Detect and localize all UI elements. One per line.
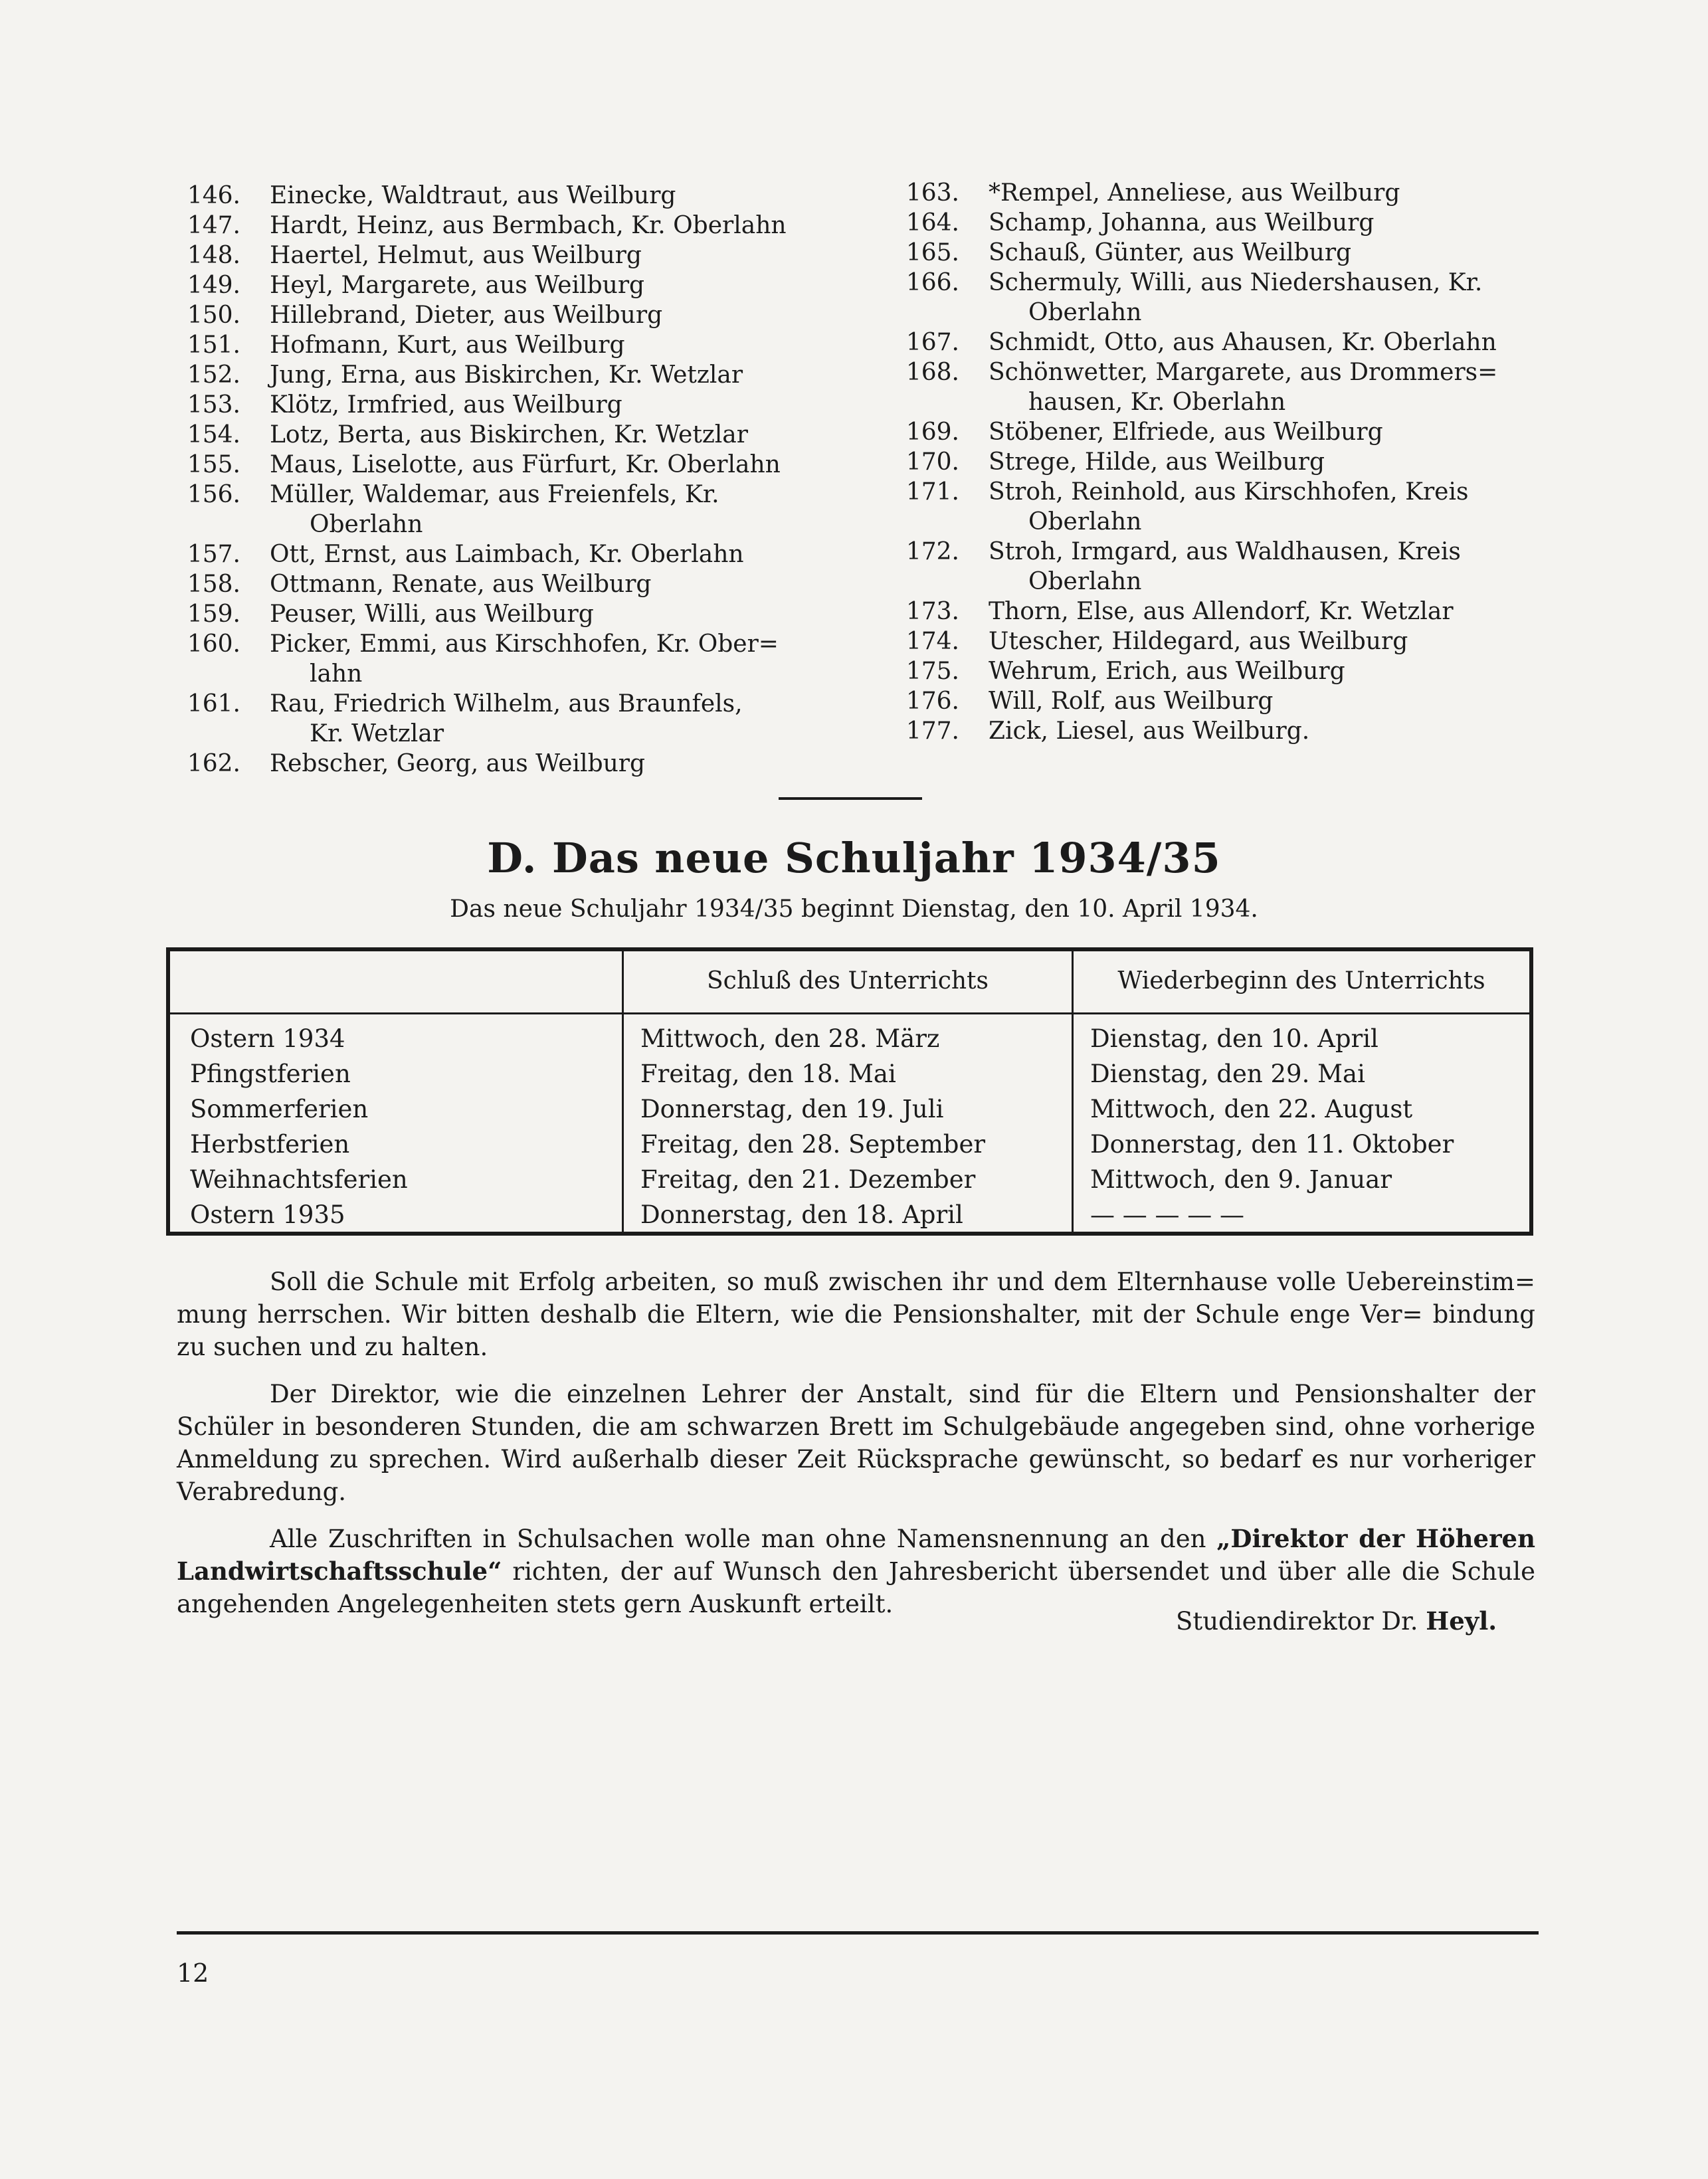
list-item-text	[270, 330, 830, 360]
list-item-text	[989, 477, 1549, 537]
list-item-number: 146.	[187, 182, 240, 209]
end-date: Freitag, den 18. Mai	[640, 1060, 896, 1088]
list-item-number: 168.	[905, 359, 959, 386]
list-item-continuation: Oberlahn	[1028, 299, 1142, 326]
list-item-number: 161.	[187, 690, 240, 717]
list-item-number: 172.	[905, 538, 959, 565]
signature-line	[1176, 1606, 1497, 1636]
list-item-number: 166.	[905, 269, 959, 296]
list-item-line: Ottmann, Renate, aus Weilburg	[270, 571, 652, 598]
list-item	[159, 480, 830, 539]
list-item-line: Haertel, Helmut, aus Weilburg	[270, 242, 642, 269]
list-item	[878, 686, 1549, 716]
list-item	[159, 629, 830, 689]
end-date: Freitag, den 28. September	[640, 1130, 986, 1159]
table-row	[170, 1095, 1529, 1130]
list-item-line: Maus, Liselotte, aus Fürfurt, Kr. Oberlahn	[270, 451, 781, 478]
list-item-number: 177.	[905, 717, 959, 745]
list-item-continuation: Oberlahn	[1028, 568, 1142, 595]
holiday-name: Weihnachtsferien	[190, 1165, 408, 1194]
header-end-of-classes: Schluß des Unterrichts	[707, 967, 989, 995]
list-item	[878, 208, 1549, 238]
list-item-text	[989, 716, 1549, 746]
list-item	[159, 599, 830, 629]
list-item-number: 155.	[187, 451, 240, 478]
list-item-number: 154.	[187, 421, 240, 448]
list-item-line: Hillebrand, Dieter, aus Weilburg	[270, 302, 663, 329]
list-item-number: 149.	[187, 272, 240, 299]
student-list-left	[159, 181, 830, 779]
resume-date: Dienstag, den 10. April	[1090, 1024, 1378, 1053]
holiday-name: Pfingstferien	[190, 1060, 351, 1088]
list-item	[159, 539, 830, 569]
table-row	[170, 1060, 1529, 1095]
table-header	[170, 951, 1529, 1014]
list-item-line: Rebscher, Georg, aus Weilburg	[270, 750, 646, 777]
signature-name: Heyl.	[1426, 1606, 1497, 1636]
header-resumption-of-classes: Wiederbeginn des Unterrichts	[1117, 967, 1485, 995]
list-item-line: Jung, Erna, aus Biskirchen, Kr. Wetzlar	[270, 361, 743, 389]
list-item-text	[270, 181, 830, 211]
list-item-continuation: hausen, Kr. Oberlahn	[1028, 389, 1286, 416]
list-item-text	[270, 569, 830, 599]
list-item-line: Schmidt, Otto, aus Ahausen, Kr. Oberlahn	[989, 329, 1497, 356]
section-divider	[779, 797, 922, 800]
list-item-continuation: Oberlahn	[310, 511, 423, 538]
resume-date: Donnerstag, den 11. Oktober	[1090, 1130, 1454, 1159]
list-item	[159, 689, 830, 749]
list-item	[878, 656, 1549, 686]
list-item-line: Thorn, Else, aus Allendorf, Kr. Wetzlar	[989, 598, 1454, 625]
list-item-number: 170.	[905, 448, 959, 476]
list-item-continuation: Kr. Wetzlar	[310, 720, 444, 747]
list-item-line: Lotz, Berta, aus Biskirchen, Kr. Wetzlar	[270, 421, 748, 448]
list-item-line: *Rempel, Anneliese, aus Weilburg	[989, 179, 1400, 207]
list-item	[159, 270, 830, 300]
list-item-number: 160.	[187, 630, 240, 658]
list-item-text	[989, 597, 1549, 626]
resume-date: Mittwoch, den 22. August	[1090, 1095, 1413, 1123]
list-item-text	[989, 537, 1549, 597]
list-item-line: Stroh, Reinhold, aus Kirschhofen, Kreis	[989, 478, 1469, 506]
list-item	[159, 749, 830, 779]
list-item-line: Picker, Emmi, aus Kirschhofen, Kr. Ober=	[270, 630, 779, 658]
paragraph-correspondence	[177, 1523, 1535, 1620]
list-item	[878, 268, 1549, 328]
resume-date: — — — — —	[1090, 1200, 1245, 1229]
list-item-text	[270, 689, 830, 749]
list-item-line: Peuser, Willi, aus Weilburg	[270, 601, 594, 628]
list-item	[159, 211, 830, 240]
list-item	[878, 626, 1549, 656]
holiday-table	[166, 947, 1533, 1236]
section-subheading: Das neue Schuljahr 1934/35 beginnt Dienstag, den 10. April 1934.	[450, 896, 1258, 923]
list-item-number: 156.	[187, 481, 240, 508]
list-item-number: 167.	[905, 329, 959, 356]
list-item-line: Schamp, Johanna, aus Weilburg	[989, 209, 1375, 237]
list-item-text	[989, 417, 1549, 447]
list-item-line: Will, Rolf, aus Weilburg	[989, 688, 1274, 715]
holiday-name: Ostern 1935	[190, 1200, 345, 1229]
list-item-line: Zick, Liesel, aus Weilburg.	[989, 717, 1310, 745]
list-item-text	[270, 420, 830, 450]
page-number: 12	[177, 1958, 209, 1988]
list-item-number: 173.	[905, 598, 959, 625]
list-item-line: Rau, Friedrich Wilhelm, aus Braunfels,	[270, 690, 743, 717]
list-item	[878, 328, 1549, 357]
list-item-number: 158.	[187, 571, 240, 598]
end-date: Donnerstag, den 19. Juli	[640, 1095, 944, 1123]
list-item-line: Stöbener, Elfriede, aus Weilburg	[989, 419, 1383, 446]
section-heading: D. Das neue Schuljahr 1934/35	[487, 834, 1221, 882]
list-item-line: Strege, Hilde, aus Weilburg	[989, 448, 1325, 476]
list-item-text	[270, 240, 830, 270]
list-item	[159, 240, 830, 270]
list-item-text	[989, 686, 1549, 716]
list-item-line: Müller, Waldemar, aus Freienfels, Kr.	[270, 481, 719, 508]
list-item	[878, 178, 1549, 208]
list-item-text	[989, 268, 1549, 328]
list-item-number: 151.	[187, 332, 240, 359]
list-item	[159, 330, 830, 360]
list-item-number: 157.	[187, 541, 240, 568]
resume-date: Dienstag, den 29. Mai	[1090, 1060, 1365, 1088]
list-item-text	[270, 749, 830, 779]
list-item	[159, 420, 830, 450]
list-item	[878, 357, 1549, 417]
list-item-number: 163.	[905, 179, 959, 207]
list-item-continuation: lahn	[310, 660, 363, 688]
list-item-number: 162.	[187, 750, 240, 777]
list-item	[159, 450, 830, 480]
list-item-number: 165.	[905, 239, 959, 266]
list-item-text	[989, 357, 1549, 417]
list-item	[159, 390, 830, 420]
list-item-text	[270, 480, 830, 539]
list-item-text	[270, 450, 830, 480]
list-item-continuation: Oberlahn	[1028, 508, 1142, 535]
table-row	[170, 1130, 1529, 1165]
list-item-text	[270, 629, 830, 689]
list-item-text	[989, 178, 1549, 208]
list-item	[878, 417, 1549, 447]
list-item-text	[989, 238, 1549, 268]
list-item-line: Ott, Ernst, aus Laimbach, Kr. Oberlahn	[270, 541, 744, 568]
end-date: Freitag, den 21. Dezember	[640, 1165, 976, 1194]
list-item	[878, 477, 1549, 537]
list-item-number: 171.	[905, 478, 959, 506]
list-item-line: Einecke, Waldtraut, aus Weilburg	[270, 182, 676, 209]
holiday-name: Ostern 1934	[190, 1024, 345, 1053]
table-body	[170, 1024, 1529, 1236]
table-row	[170, 1200, 1529, 1236]
list-item	[159, 360, 830, 390]
list-item-number: 159.	[187, 601, 240, 628]
resume-date: Mittwoch, den 9. Januar	[1090, 1165, 1392, 1194]
list-item-text	[989, 208, 1549, 238]
table-row	[170, 1165, 1529, 1200]
list-item-line: Wehrum, Erich, aus Weilburg	[989, 658, 1345, 685]
addressee: „Direktor der Höheren Landwirtschaftsschule“	[177, 1524, 1536, 1586]
list-item-number: 147.	[187, 212, 240, 239]
list-item	[878, 238, 1549, 268]
correspondence-text-b: richten, der auf Wunsch den Jahresbericht übersendet und über alle die Schule angehenden Angelegenheiten stets gern Auskunft erteilt.	[177, 1557, 1535, 1618]
holiday-name: Herbstferien	[190, 1130, 350, 1159]
list-item-text	[270, 211, 830, 240]
list-item-text	[270, 300, 830, 330]
list-item	[878, 597, 1549, 626]
list-item-text	[989, 447, 1549, 477]
list-item	[878, 447, 1549, 477]
signature-title: Studiendirektor Dr.	[1176, 1607, 1418, 1636]
list-item-number: 152.	[187, 361, 240, 389]
footer-rule	[177, 1931, 1539, 1935]
list-item-text	[270, 270, 830, 300]
list-item-line: Hardt, Heinz, aus Bermbach, Kr. Oberlahn	[270, 212, 787, 239]
list-item	[159, 300, 830, 330]
list-item-line: Heyl, Margarete, aus Weilburg	[270, 272, 645, 299]
correspondence-text-a: Alle Zuschriften in Schulsachen wolle man ohne Namensnennung an den	[270, 1525, 1206, 1553]
list-item-text	[270, 539, 830, 569]
list-item-number: 174.	[905, 628, 959, 655]
paragraph-cooperation: Soll die Schule mit Erfolg arbeiten, so muß zwischen ihr und dem Elternhause volle Uebereinstim= mung herrschen. Wir bitten deshalb die Eltern, wie die Pensionshalter, mit der Schule enge Ver= bindung zu suchen und zu halten.	[177, 1268, 1535, 1361]
list-item-line: Hofmann, Kurt, aus Weilburg	[270, 332, 625, 359]
list-item	[159, 569, 830, 599]
list-item-text	[989, 328, 1549, 357]
list-item-line: Schauß, Günter, aus Weilburg	[989, 239, 1352, 266]
list-item-number: 148.	[187, 242, 240, 269]
table-row	[170, 1024, 1529, 1060]
list-item-number: 150.	[187, 302, 240, 329]
student-list-right	[878, 178, 1549, 746]
list-item-line: Utescher, Hildegard, aus Weilburg	[989, 628, 1408, 655]
list-item-number: 175.	[905, 658, 959, 685]
list-item-number: 153.	[187, 391, 240, 419]
list-item-number: 169.	[905, 419, 959, 446]
list-item-text	[989, 656, 1549, 686]
list-item-number: 164.	[905, 209, 959, 237]
list-item-number: 176.	[905, 688, 959, 715]
end-date: Mittwoch, den 28. März	[640, 1024, 940, 1053]
list-item	[159, 181, 830, 211]
holiday-name: Sommerferien	[190, 1095, 369, 1123]
list-item-text	[989, 626, 1549, 656]
list-item-text	[270, 599, 830, 629]
list-item-text	[270, 360, 830, 390]
list-item-line: Stroh, Irmgard, aus Waldhausen, Kreis	[989, 538, 1461, 565]
list-item-line: Klötz, Irmfried, aus Weilburg	[270, 391, 622, 419]
list-item	[878, 537, 1549, 597]
list-item-line: Schermuly, Willi, aus Niedershausen, Kr.	[989, 269, 1483, 296]
end-date: Donnerstag, den 18. April	[640, 1200, 963, 1229]
list-item-line: Schönwetter, Margarete, aus Drommers=	[989, 359, 1498, 386]
list-item	[878, 716, 1549, 746]
paragraph-office-hours: Der Direktor, wie die einzelnen Lehrer der Anstalt, sind für die Eltern und Pensionshalter der Schüler in besonderen Stunden, die am schwarzen Brett im Schulgebäude angegeben sind, ohne vorherige Anmeldung zu sprechen. Wird außerhalb dieser Zeit Rücksprache gewünscht, so bedarf es nur vorheriger Verabredung.	[177, 1380, 1535, 1506]
notice-text	[177, 1266, 1535, 1635]
list-item-text	[270, 390, 830, 420]
